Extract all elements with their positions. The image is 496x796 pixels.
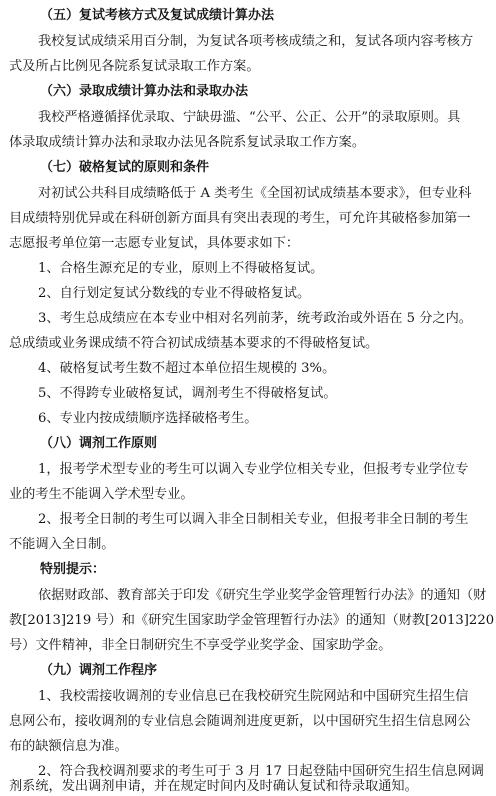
special-note-line: 教[2013]219 号）和《研究生国家助学金管理暂行办法》的通知（财教[2013]220 (9, 613, 495, 628)
section-7-paragraph-line: 目成绩特别优异或在科研创新方面具有突出表现的考生，可允许其破格参加第一 (9, 211, 471, 226)
section-7-list-item: 1、合格生源充足的专业，原则上不得破格复试。 (38, 261, 324, 276)
section-7-list-item: 2、自行划定复试分数线的专业不得破格复试。 (38, 286, 311, 301)
section-9-list-item: 2、符合我校调剂要求的考生可于 3 月 17 日起登陆中国研究生招生信息网调 (38, 764, 484, 779)
section-7-heading: （七）破格复试的原则和条件 (40, 160, 210, 175)
special-note-line: 号）文件精神，非全日制研究生不享受学业奖学金、国家助学金。 (9, 638, 392, 653)
section-7-list-item: 5、不得跨专业破格复试，调剂考生不得破格复试。 (38, 386, 337, 401)
special-note-line: 依据财政部、教育部关于印发《研究生学业奖学金管理暂行办法》的通知（财 (38, 588, 487, 603)
section-8-list-item: 2、报考全日制的考生可以调入非全日制相关专业，但报考非全日制的考生 (38, 512, 469, 527)
section-8-list-item-continued: 业的考生不能调入学术型专业。 (9, 487, 194, 502)
section-7-paragraph-line: 志愿报考单位第一志愿专业复试，具体要求如下： (9, 236, 300, 251)
section-9-list-item-continued: 剂系统，发出调剂申请，并在规定时间内及时确认复试和待录取通知。 (9, 779, 418, 794)
section-6-paragraph-line: 我校严格遵循择优录取、宁缺毋滥、“公平、公正、公开”的录取原则。具 (38, 110, 461, 125)
section-5-paragraph-line: 式及所占比例见各院系复试录取工作方案。 (9, 59, 260, 74)
section-5-heading: （五）复试考核方式及复试成绩计算办法 (40, 8, 275, 23)
section-8-list-item-continued: 不能调入全日制。 (9, 537, 115, 552)
section-7-list-item-continued: 总成绩或业务课成绩不符合初试成绩基本要求的不得破格复试。 (9, 336, 379, 351)
section-6-paragraph-line: 体录取成绩计算办法和录取办法见各院系复试录取工作方案。 (9, 135, 366, 150)
special-note-heading: 特别提示： (40, 562, 106, 577)
section-9-list-item-continued: 布的缺额信息为准。 (9, 739, 128, 754)
section-7-list-item: 6、专业内按成绩顺序选择破格考生。 (38, 411, 258, 426)
section-8-heading: （八）调剂工作原则 (40, 436, 158, 451)
section-8-list-item: 1，报考学术型专业的考生可以调入专业学位相关专业，但报考专业学位专 (38, 462, 469, 477)
section-7-list-item: 3、考生总成绩应在本专业中相对名列前茅，统考政治或外语在 5 分之内。 (38, 311, 472, 326)
section-5-paragraph-line: 我校复试成绩采用百分制，为复试各项考核成绩之和，复试各项内容考核方 (38, 34, 474, 49)
section-9-list-item: 1、我校需接收调剂的专业信息已在我校研究生院网站和中国研究生招生信 (38, 689, 469, 704)
section-9-heading: （九）调剂工作程序 (40, 663, 158, 678)
section-6-heading: （六）录取成绩计算办法和录取办法 (40, 84, 249, 99)
section-9-list-item-continued: 息网公布，接收调剂的专业信息会随调剂进度更新，以中国研究生招生信息网公 (9, 714, 471, 729)
section-7-list-item: 4、破格复试考生数不超过本单位招生规模的 3%。 (38, 361, 336, 376)
section-7-paragraph-line: 对初试公共科目成绩略低于 A 类考生《全国初试成绩基本要求》，但专业科 (38, 186, 472, 201)
